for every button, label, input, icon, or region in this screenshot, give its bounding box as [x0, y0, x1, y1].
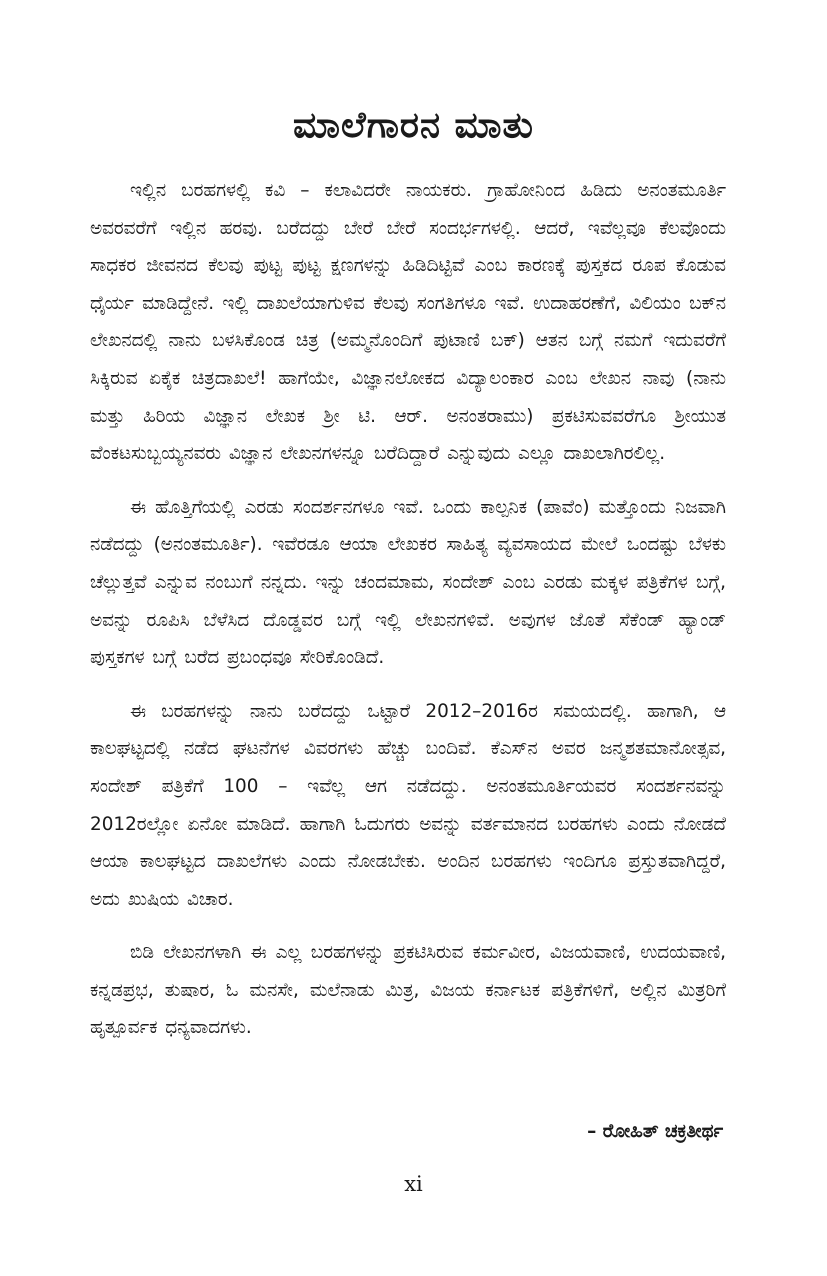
page-number: xi [404, 1172, 423, 1196]
paragraph-2: ಈ ಹೊತ್ತಿಗೆಯಲ್ಲಿ ಎರಡು ಸಂದರ್ಶನಗಳೂ ಇವೆ. ಒಂದು ಕಾಲ್ಪನಿಕ (ಪಾವೆಂ) ಮತ್ತೊಂದು ನಿಜವಾಗಿ ನಡೆದದ್ದು (ಅನಂತಮೂರ್ತಿ). ಇವೆರಡೂ ಆಯಾ ಲೇಖಕರ ಸಾಹಿತ್ಯ ವ್ಯವಸಾಯದ ಮೇಲೆ ಒಂದಷ್ಟು ಬೆಳಕು ಚೆಲ್ಲುತ್ತವೆ ಎನ್ನುವ ನಂಬುಗೆ ನನ್ನದು. ಇನ್ನು ಚಂದಮಾಮ, ಸಂದೇಶ್ ಎಂಬ ಎರಡು ಮಕ್ಕಳ ಪತ್ರಿಕೆಗಳ ಬಗ್ಗೆ, ಅವನ್ನು ರೂಪಿಸಿ ಬೆಳೆಸಿದ ದೊಡ್ಡವರ ಬಗ್ಗೆ ಇಲ್ಲಿ ಲೇಖನಗಳಿವೆ. ಅವುಗಳ ಜೊತೆ ಸೆಕೆಂಡ್ ಹ್ಯಾಂಡ್ ಪುಸ್ತಕಗಳ ಬಗ್ಗೆ ಬರೆದ ಪ್ರಬಂಧವೂ ಸೇರಿಕೊಂಡಿದೆ. [90, 496, 726, 669]
body-text [90, 172, 726, 1047]
paragraph-4: ಬಿಡಿ ಲೇಖನಗಳಾಗಿ ಈ ಎಲ್ಲ ಬರಹಗಳನ್ನು ಪ್ರಕಟಿಸಿರುವ ಕರ್ಮವೀರ, ವಿಜಯವಾಣಿ, ಉದಯವಾಣಿ, ಕನ್ನಡಪ್ರಭ, ತುಷಾರ, ಓ ಮನಸೇ, ಮಲೆನಾಡು ಮಿತ್ರ, ವಿಜಯ ಕರ್ನಾಟಕ ಪತ್ರಿಕೆಗಳಿಗೆ, ಅಲ್ಲಿನ ಮಿತ್ರರಿಗೆ ಹೃತ್ಪೂರ್ವಕ ಧನ್ಯವಾದಗಳು. [90, 942, 726, 1039]
paragraph-1: ಇಲ್ಲಿನ ಬರಹಗಳಲ್ಲಿ ಕವಿ – ಕಲಾವಿದರೇ ನಾಯಕರು. ಗ್ರಾಹೋನಿಂದ ಹಿಡಿದು ಅನಂತಮೂರ್ತಿ ಅವರವರೆಗೆ ಇಲ್ಲಿನ ಹರವು. ಬರೆದದ್ದು ಬೇರೆ ಬೇರೆ ಸಂದರ್ಭಗಳಲ್ಲಿ. ಆದರೆ, ಇವೆಲ್ಲವೂ ಕೆಲವೊಂದು ಸಾಧಕರ ಜೀವನದ ಕೆಲವು ಪುಟ್ಟ ಪುಟ್ಟ ಕ್ಷಣಗಳನ್ನು ಹಿಡಿದಿಟ್ಟಿವೆ ಎಂಬ ಕಾರಣಕ್ಕೆ ಪುಸ್ತಕದ ರೂಪ ಕೊಡುವ ಧೈರ್ಯ ಮಾಡಿದ್ದೇನೆ. ಇಲ್ಲಿ ದಾಖಲೆಯಾಗುಳಿವ ಕೆಲವು ಸಂಗತಿಗಳೂ ಇವೆ. ಉದಾಹರಣೆಗೆ, ವಿಲಿಯಂ ಬಕ್‌ನ ಲೇಖನದಲ್ಲಿ ನಾನು ಬಳಸಿಕೊಂಡ ಚಿತ್ರ (ಅಮ್ಮನೊಂದಿಗೆ ಪುಟಾಣಿ ಬಕ್) ಆತನ ಬಗ್ಗೆ ನಮಗೆ ಇದುವರೆಗೆ ಸಿಕ್ಕಿರುವ ಏಕೈಕ ಚಿತ್ರದಾಖಲೆ! ಹಾಗೆಯೇ, ವಿಜ್ಞಾನಲೋಕದ ವಿದ್ಯಾಲಂಕಾರ ಎಂಬ ಲೇಖನ ನಾವು (ನಾನು ಮತ್ತು ಹಿರಿಯ ವಿಜ್ಞಾನ ಲೇಖಕ ಶ್ರೀ ಟಿ. ಆರ್. ಅನಂತರಾಮು) ಪ್ರಕಟಿಸುವವರೆಗೂ ಶ್ರೀಯುತ ವೆಂಕಟಸುಬ್ಬಯ್ಯನವರು ವಿಜ್ಞಾನ ಲೇಖನಗಳನ್ನೂ ಬರೆದಿದ್ದಾರೆ ಎನ್ನುವುದು ಎಲ್ಲೂ ದಾಖಲಾಗಿರಲಿಲ್ಲ. [90, 180, 726, 465]
paragraph-3: ಈ ಬರಹಗಳನ್ನು ನಾನು ಬರೆದದ್ದು ಒಟ್ಟಾರೆ 2012–2016ರ ಸಮಯದಲ್ಲಿ. ಹಾಗಾಗಿ, ಆ ಕಾಲಘಟ್ಟದಲ್ಲಿ ನಡೆದ ಘಟನೆಗಳ ವಿವರಗಳು ಹೆಚ್ಚು ಬಂದಿವೆ. ಕೆಎಸ್‌ನ ಅವರ ಜನ್ಮಶತಮಾನೋತ್ಸವ, ಸಂದೇಶ್ ಪತ್ರಿಕೆಗೆ 100 – ಇವೆಲ್ಲ ಆಗ ನಡೆದದ್ದು. ಅನಂತಮೂರ್ತಿಯವರ ಸಂದರ್ಶನವನ್ನು 2012ರಲ್ಲೋ ಏನೋ ಮಾಡಿದೆ. ಹಾಗಾಗಿ ಓದುಗರು ಅವನ್ನು ವರ್ತಮಾನದ ಬರಹಗಳು ಎಂದು ನೋಡದೆ ಆಯಾ ಕಾಲಘಟ್ಟದ ದಾಖಲೆಗಳು ಎಂದು ನೋಡಬೇಕು. ಅಂದಿನ ಬರಹಗಳು ಇಂದಿಗೂ ಪ್ರಸ್ತುತವಾಗಿದ್ದರೆ, ಅದು ಖುಷಿಯ ವಿಚಾರ. [90, 700, 726, 910]
author-signature: – ರೋಹಿತ್ ಚಕ್ರತೀರ್ಥ [587, 1121, 723, 1142]
page-title: ಮಾಲೆಗಾರನ ಮಾತು [293, 105, 534, 146]
